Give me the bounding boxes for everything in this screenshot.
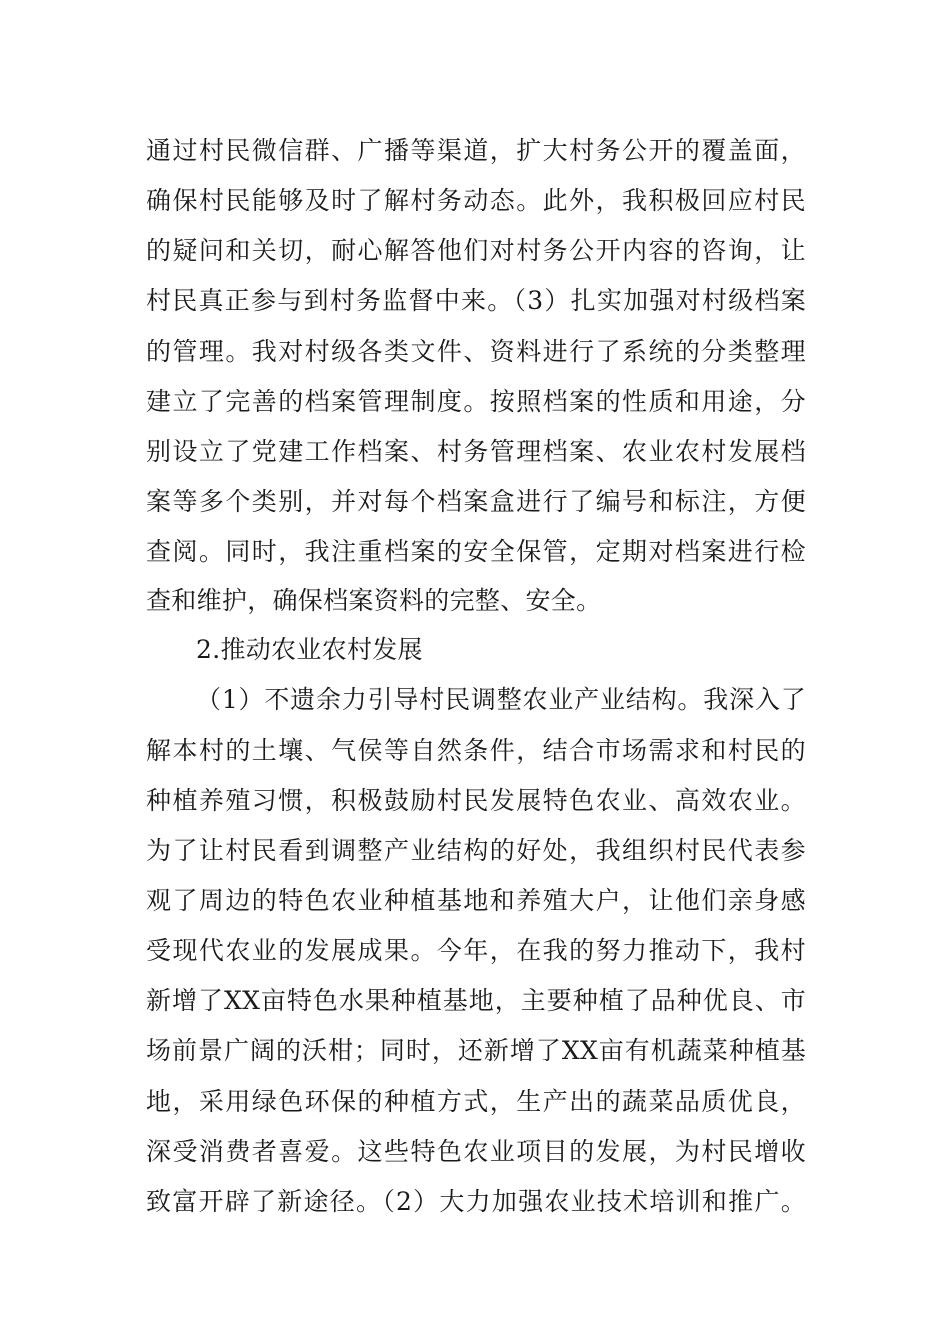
- text-line: 确保村民能够及时了解村务动态。此外，我积极回应村民: [146, 186, 806, 215]
- text-line: 查和维护，确保档案资料的完整、安全。: [146, 586, 602, 615]
- text-line: 致富开辟了新途径。（2）大力加强农业技术培训和推广。: [146, 1187, 806, 1216]
- text-line: 种植养殖习惯，积极鼓励村民发展特色农业、高效农业。: [146, 786, 806, 815]
- text-line: 场前景广阔的沃柑；同时，还新增了XX亩有机蔬菜种植基: [146, 1036, 806, 1065]
- text-line: 查阅。同时，我注重档案的安全保管，定期对档案进行检: [146, 537, 806, 566]
- text-line: 别设立了党建工作档案、村务管理档案、农业农村发展档: [146, 437, 806, 466]
- text-line: 观了周边的特色农业种植基地和养殖大户，让他们亲身感: [146, 886, 806, 915]
- text-line: 的疑问和关切，耐心解答他们对村务公开内容的咨询，让: [146, 236, 806, 265]
- text-line: 通过村民微信群、广播等渠道，扩大村务公开的覆盖面，: [146, 136, 806, 165]
- text-line: 为了让村民看到调整产业结构的好处，我组织村民代表参: [146, 836, 806, 865]
- text-line: 案等多个类别，并对每个档案盒进行了编号和标注，方便: [146, 487, 806, 516]
- text-line: 解本村的土壤、气侯等自然条件，结合市场需求和村民的: [146, 736, 806, 765]
- text-line: 新增了XX亩特色水果种植基地，主要种植了品种优良、市: [146, 986, 806, 1015]
- text-line: 受现代农业的发展成果。今年，在我的努力推动下，我村: [146, 936, 806, 965]
- text-line: 深受消费者喜爱。这些特色农业项目的发展，为村民增收: [146, 1137, 806, 1166]
- text-line: 村民真正参与到村务监督中来。（3）扎实加强对村级档案: [146, 286, 806, 315]
- text-line: 建立了完善的档案管理制度。按照档案的性质和用途，分: [146, 387, 806, 416]
- text-line: 地，采用绿色环保的种植方式，生产出的蔬菜品质优良，: [146, 1087, 806, 1116]
- section-heading: 2.推动农业农村发展: [196, 635, 423, 664]
- text-line: （1）不遗余力引导村民调整农业产业结构。我深入了: [196, 685, 806, 714]
- text-line: 的管理。我对村级各类文件、资料进行了系统的分类整理: [146, 337, 806, 366]
